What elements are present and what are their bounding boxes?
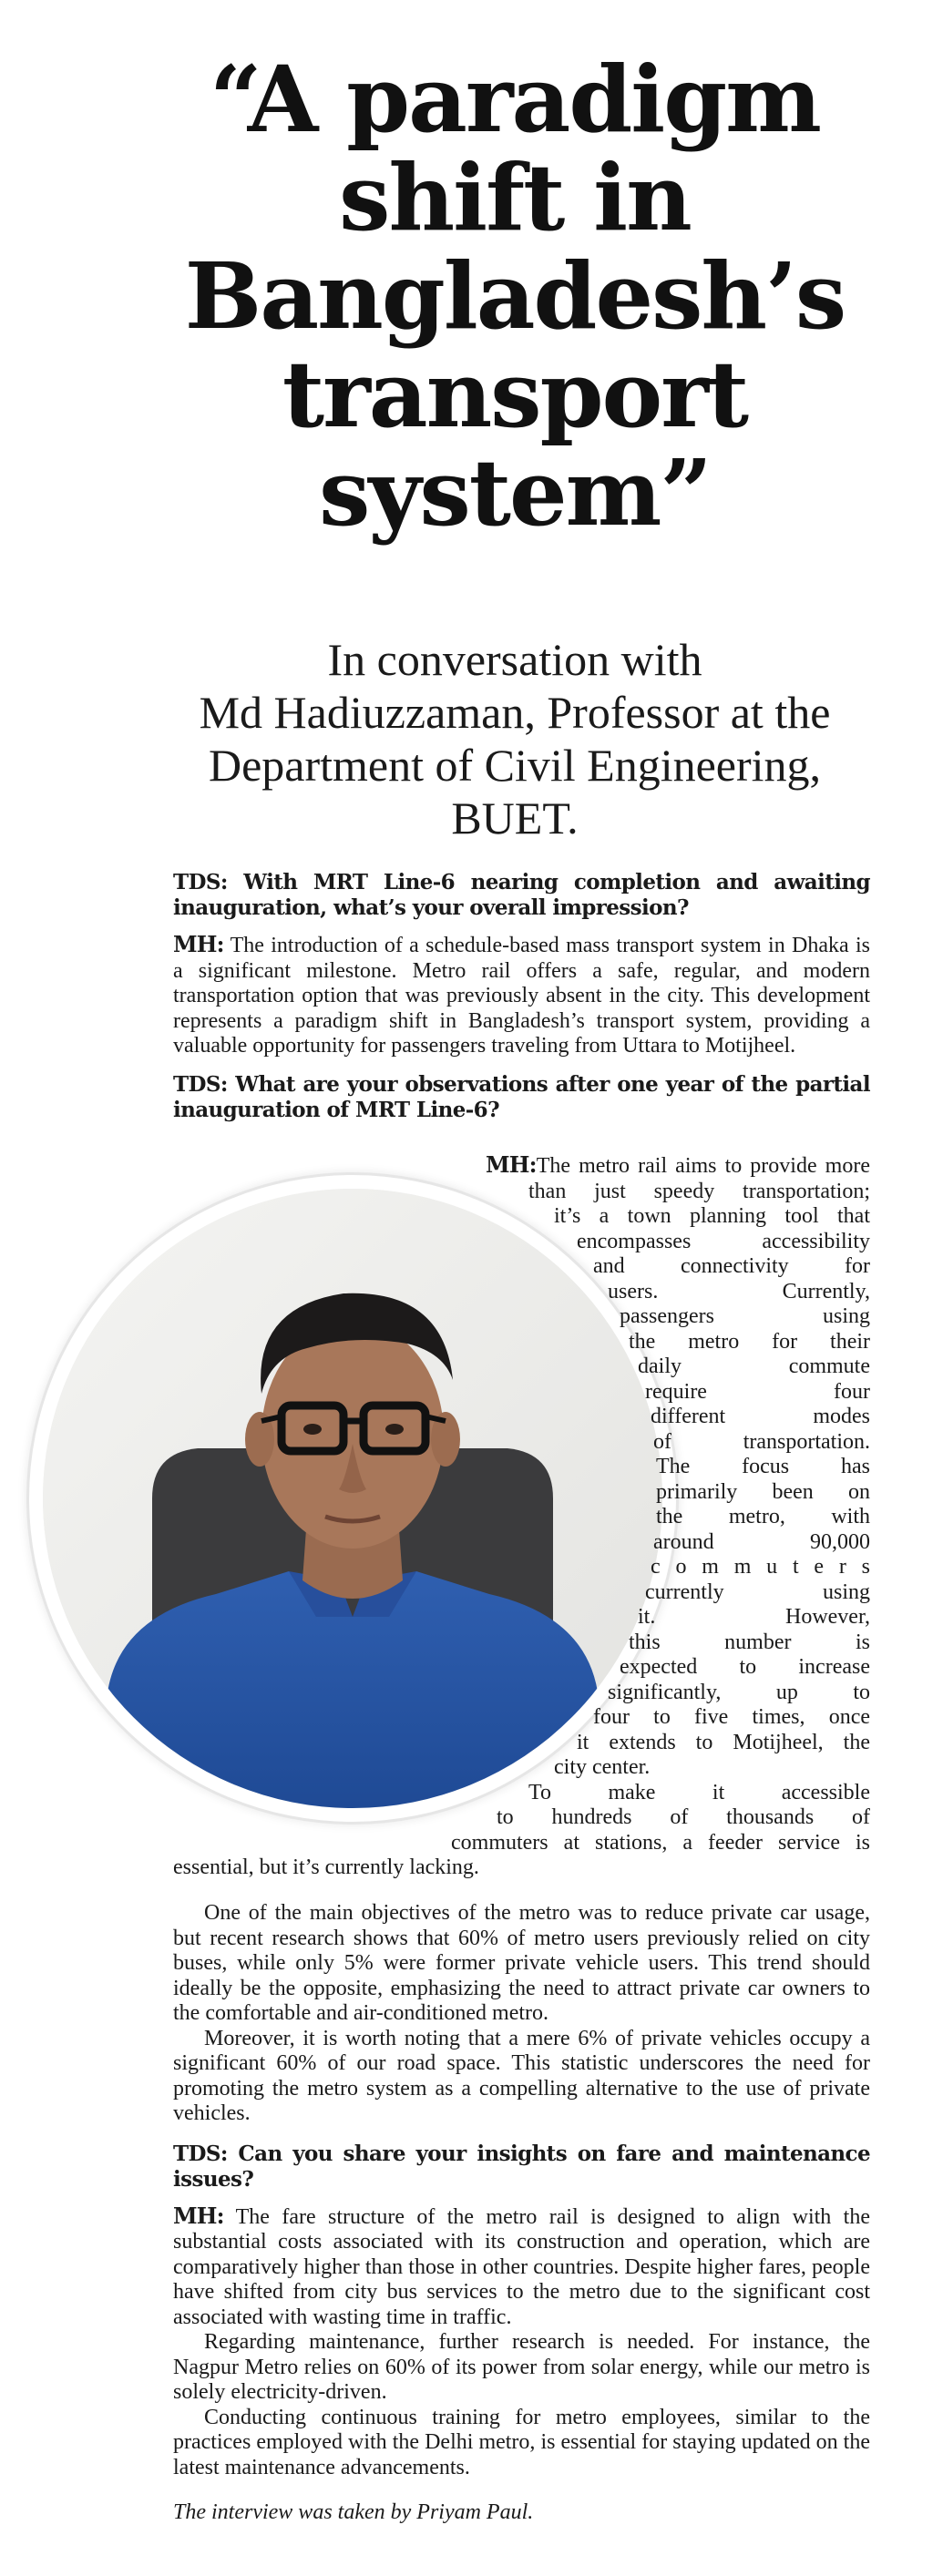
answer-2-line: passengers using [620,1304,870,1328]
answer-3-paragraph-2: Regarding maintenance, further research is needed. For instance, the Nagpur Metro relies on 60% of its power from solar energy, while our metro is solely electricity-driven. [173,2330,870,2404]
answer-2-line: require four [645,1379,870,1404]
headline-line: system” [319,439,711,547]
interview-credit: The interview was taken by Priyam Paul. [173,2500,534,2524]
headline-line: “A paradigm [210,46,820,153]
answer-2-line: than just speedy transportation; [528,1179,870,1203]
answer-2-line: c o m m u t e r s [651,1555,870,1579]
subheadline-line: Department of Civil Engineering, [208,740,822,791]
answer-1 [173,932,870,1059]
answer-speaker-label: MH: [173,2202,224,2229]
question-3: TDS: Can you share your insights on fare and maintenance issues? [173,2141,870,2192]
answer-2-line: the metro for their [629,1329,870,1354]
answer-speaker-label: MH: [173,931,224,957]
answer-2-line: significantly, up to [608,1680,870,1704]
subheadline [146,633,884,844]
answer-2-line: MH:The metro rail aims to provide more [486,1152,870,1178]
answer-2-paragraph-3: Moreover, it is worth noting that a mere 6% of private vehicles occupy a significant 60% of our road space. This statistic underscores the need for promoting the metro system as a compelling alternative to the use of private vehicles. [173,2026,870,2125]
answer-2-line: around 90,000 [653,1529,870,1554]
answer-2-line: daily commute [638,1354,870,1378]
answer-2-line: To make it accessible [528,1780,870,1804]
answer-2-line: it’s a town planning tool that [554,1204,870,1228]
answer-2-line: different modes [651,1405,870,1428]
answer-2-line: the metro, with [656,1505,870,1528]
answer-2-line: this number is [629,1630,870,1654]
answer-2-line: commuters at stations, a feeder service is [451,1830,870,1855]
answer-2-line: it extends to Motijheel, the [577,1730,870,1754]
answer-speaker-label: MH: [486,1152,537,1178]
headline-line: shift in [339,144,691,251]
answer-2-line: users. Currently, [608,1279,870,1303]
answer-2-line: and connectivity for [593,1254,870,1278]
headline-line: Bangladesh’s [184,242,846,350]
subheadline-line: Md Hadiuzzaman, Professor at the [199,687,831,738]
qa-block-2 [173,1901,870,2480]
answer-2-line: to hundreds of thousands of [497,1805,870,1829]
headline [128,46,902,547]
subheadline-line: BUET. [451,792,579,843]
answer-2-line: currently using [645,1579,870,1604]
answer-2-wrapped [173,1152,870,1881]
headline-line: transport [282,341,748,448]
answer-2-line: The focus has [656,1455,870,1478]
subheadline-line: In conversation with [327,634,702,685]
answer-3 [173,2203,870,2331]
answer-2-line: of transportation. [653,1429,870,1454]
qa-block-1 [173,870,870,1123]
answer-3-paragraph-3: Conducting continuous training for metro employees, similar to the practices employed with the Delhi metro, is essential for staying updated on the latest maintenance advancements. [173,2405,870,2479]
answer-2-line: city center. [554,1755,651,1779]
question-1: TDS: With MRT Line-6 nearing completion and awaiting inauguration, what’s your overall impression? [173,870,870,920]
answer-2-paragraph-2: One of the main objectives of the metro was to reduce private car usage, but recent research shows that 60% of metro users previously relied on city buses, while only 5% were former private vehicle users. This trend should ideally be the opposite, emphasizing the need to attract private car owners to the comfortable and air-conditioned metro. [173,1901,870,2025]
answer-2-line: expected to increase [620,1655,870,1679]
answer-3-text: The fare structure of the metro rail is designed to align with the substantial costs associated with its construction and operation, which are comparatively higher than those in other countries. Despite higher fares, people have shifted from city bus services to the metro due to the significant cost associated with wasting time in traffic. [173,2204,870,2329]
question-2: TDS: What are your observations after one year of the partial inauguration of MRT Line-6? [173,1071,870,1122]
answer-2-line: essential, but it’s currently lacking. [173,1855,479,1879]
answer-1-text: The introduction of a schedule-based mass transport system in Dhaka is a significant milestone. Metro rail offers a safe, regular, and modern transportation option that was previously absent in the city. This development represents a paradigm shift in Bangladesh’s transport system, providing a valuable opportunity for passengers traveling from Uttara to Motijheel. [173,934,870,1058]
answer-2-line: it. However, [638,1605,870,1629]
answer-2-line: four to five times, once [593,1705,870,1729]
answer-2-line: primarily been on [656,1479,870,1504]
answer-2-line: encompasses accessibility [577,1229,870,1253]
